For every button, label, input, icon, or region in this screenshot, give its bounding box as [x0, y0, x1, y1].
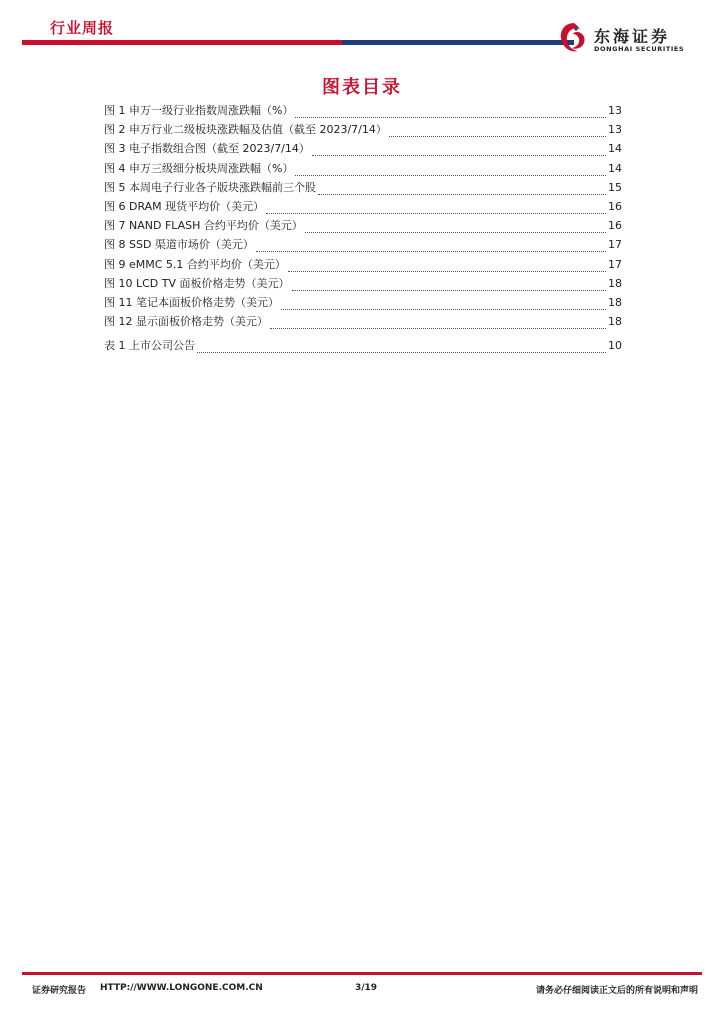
toc-entry-fig-7[interactable]	[104, 216, 622, 235]
toc-leader-dots	[305, 220, 606, 233]
toc-leader-dots	[266, 201, 606, 214]
table-list	[104, 336, 622, 355]
toc-leader-dots	[281, 297, 606, 310]
toc-leader-dots	[312, 143, 606, 156]
toc-entry-page: 14	[608, 161, 622, 175]
toc-leader-dots	[389, 124, 606, 137]
toc-entry-page: 15	[608, 180, 622, 194]
toc-entry-page: 18	[608, 276, 622, 290]
toc-entry-page: 13	[608, 104, 622, 117]
toc-entry-label: 表 1 上市公司公告	[104, 339, 195, 352]
toc-leader-dots	[197, 340, 606, 353]
toc-entry-table-1[interactable]	[104, 336, 622, 355]
toc-entry-fig-1[interactable]	[104, 101, 622, 120]
toc-leader-dots	[256, 239, 606, 252]
toc-entry-label: 图 7 NAND FLASH 合约平均价（美元）	[104, 219, 303, 233]
toc-entry-label: 图 6 DRAM 现货平均价（美元）	[104, 199, 265, 213]
toc-leader-dots	[288, 259, 606, 272]
toc-entry-fig-4[interactable]	[104, 159, 622, 178]
report-type-title: 行业周报	[50, 19, 115, 37]
toc-entry-page: 17	[608, 238, 622, 252]
footer-website-link[interactable]: HTTP://WWW.LONGONE.COM.CN	[100, 983, 263, 993]
toc-entry-label: 图 9 eMMC 5.1 合约平均价（美元）	[104, 257, 286, 271]
toc-entry-page: 18	[608, 315, 622, 329]
toc-leader-dots	[270, 316, 606, 329]
logo-english-name: DONGHAI SECURITIES	[594, 45, 685, 53]
toc-leader-dots	[292, 278, 606, 291]
toc-entry-label: 图 3 电子指数组合图（截至 2023/7/14）	[104, 142, 310, 156]
toc-entry-fig-8[interactable]	[104, 235, 622, 254]
toc-leader-dots	[295, 105, 606, 118]
dragon-logo-icon	[556, 20, 592, 56]
figure-list	[104, 101, 622, 331]
toc-title: 图表目录	[322, 77, 402, 98]
footer-report-label: 证券研究报告	[32, 986, 87, 996]
toc-entry-label: 图 5 本周电子行业各子版块涨跌幅前三个股	[104, 180, 316, 194]
toc-leader-dots	[295, 163, 606, 176]
toc-entry-label: 图 11 笔记本面板价格走势（美元）	[104, 295, 279, 309]
toc-entry-page: 14	[608, 142, 622, 156]
toc-entry-label: 图 10 LCD TV 面板价格走势（美元）	[104, 276, 290, 290]
toc-entry-fig-3[interactable]	[104, 139, 622, 158]
toc-entry-label: 图 1 申万一级行业指数周涨跌幅（%）	[104, 104, 294, 117]
toc-entry-fig-5[interactable]	[104, 178, 622, 197]
logo-chinese-name: 东海证券	[594, 27, 671, 46]
toc-entry-label: 图 8 SSD 渠道市场价（美元）	[104, 238, 254, 252]
toc-entry-fig-12[interactable]	[104, 312, 622, 331]
toc-entry-page: 18	[608, 295, 622, 309]
toc-entry-label: 图 2 申万行业二级板块涨跌幅及估值（截至 2023/7/14）	[104, 123, 387, 137]
toc-entry-label: 图 4 申万三级细分板块周涨跌幅（%）	[104, 161, 294, 175]
toc-entry-page: 13	[608, 123, 622, 137]
toc-leader-dots	[318, 182, 606, 195]
toc-entry-page: 10	[608, 339, 622, 352]
toc-entry-page: 16	[608, 199, 622, 213]
toc-entry-fig-10[interactable]	[104, 274, 622, 293]
toc-entry-fig-9[interactable]	[104, 255, 622, 274]
toc-entry-fig-11[interactable]	[104, 293, 622, 312]
header-band-blue	[342, 40, 574, 45]
toc-entry-label: 图 12 显示面板价格走势（美元）	[104, 315, 268, 329]
toc-entry-fig-2[interactable]	[104, 120, 622, 139]
footer-page-number: 3/19	[355, 983, 378, 993]
footer-divider	[22, 972, 702, 975]
company-logo	[556, 20, 706, 56]
toc-entry-fig-6[interactable]	[104, 197, 622, 216]
footer-disclaimer: 请务必仔细阅读正文后的所有说明和声明	[535, 986, 698, 996]
header-band-red	[22, 40, 342, 45]
toc-entry-page: 16	[608, 219, 622, 233]
toc-entry-page: 17	[608, 257, 622, 271]
